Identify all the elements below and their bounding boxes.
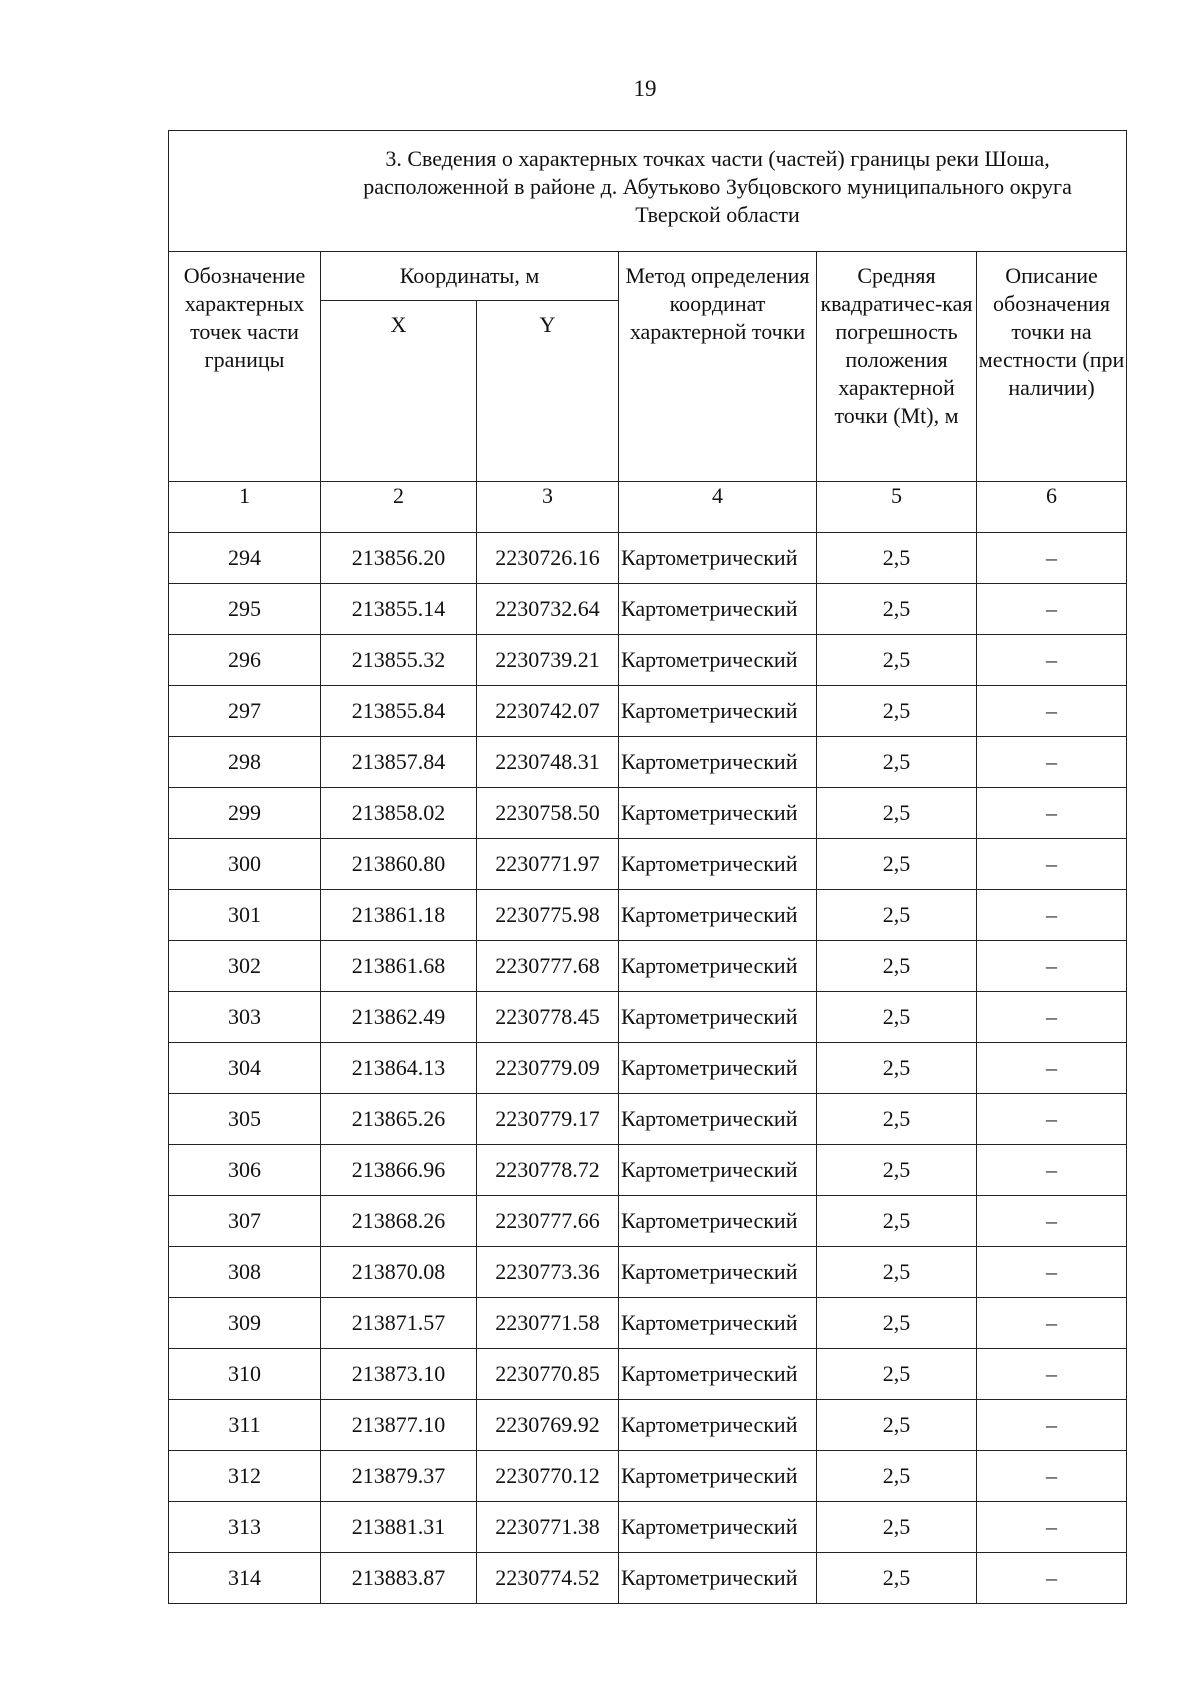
cell-x: 213860.80 xyxy=(321,839,477,890)
cell-x: 213881.31 xyxy=(321,1502,477,1553)
table-row xyxy=(169,533,1127,584)
cell-point: 304 xyxy=(169,1043,321,1094)
cell-x: 213862.49 xyxy=(321,992,477,1043)
cell-point: 301 xyxy=(169,890,321,941)
cell-error: 2,5 xyxy=(817,686,977,737)
cell-point: 303 xyxy=(169,992,321,1043)
cell-description: – xyxy=(977,941,1127,992)
table-row xyxy=(169,584,1127,635)
cell-method: Картометрический xyxy=(619,1043,817,1094)
table-row xyxy=(169,1247,1127,1298)
table-row xyxy=(169,1094,1127,1145)
header-error: Средняя квадратичес-кая погрешность положения характерной точки (Mt), м xyxy=(817,252,977,482)
cell-description: – xyxy=(977,1553,1127,1604)
cell-x: 213868.26 xyxy=(321,1196,477,1247)
table-row xyxy=(169,1043,1127,1094)
cell-point: 312 xyxy=(169,1451,321,1502)
cell-x: 213858.02 xyxy=(321,788,477,839)
cell-x: 213861.68 xyxy=(321,941,477,992)
cell-y: 2230771.97 xyxy=(477,839,619,890)
cell-point: 300 xyxy=(169,839,321,890)
cell-method: Картометрический xyxy=(619,584,817,635)
cell-method: Картометрический xyxy=(619,737,817,788)
cell-description: – xyxy=(977,1196,1127,1247)
column-number: 5 xyxy=(817,482,977,533)
cell-point: 307 xyxy=(169,1196,321,1247)
cell-y: 2230748.31 xyxy=(477,737,619,788)
cell-description: – xyxy=(977,686,1127,737)
header-x: X xyxy=(321,301,477,482)
cell-y: 2230778.72 xyxy=(477,1145,619,1196)
cell-error: 2,5 xyxy=(817,584,977,635)
cell-description: – xyxy=(977,1451,1127,1502)
column-number: 1 xyxy=(169,482,321,533)
cell-description: – xyxy=(977,584,1127,635)
cell-description: – xyxy=(977,890,1127,941)
table-body xyxy=(169,533,1127,1604)
cell-point: 306 xyxy=(169,1145,321,1196)
table-row xyxy=(169,788,1127,839)
cell-y: 2230742.07 xyxy=(477,686,619,737)
cell-y: 2230777.66 xyxy=(477,1196,619,1247)
cell-x: 213879.37 xyxy=(321,1451,477,1502)
table-row xyxy=(169,1145,1127,1196)
table-row xyxy=(169,1196,1127,1247)
table-row xyxy=(169,890,1127,941)
header-coordinates: Координаты, м xyxy=(321,252,619,301)
cell-description: – xyxy=(977,1298,1127,1349)
cell-x: 213883.87 xyxy=(321,1553,477,1604)
table-row xyxy=(169,1451,1127,1502)
cell-y: 2230778.45 xyxy=(477,992,619,1043)
header-point: Обозначение характерных точек части границы xyxy=(169,252,321,482)
cell-error: 2,5 xyxy=(817,1196,977,1247)
cell-point: 310 xyxy=(169,1349,321,1400)
cell-error: 2,5 xyxy=(817,1400,977,1451)
column-number-row xyxy=(169,482,1127,533)
cell-description: – xyxy=(977,1247,1127,1298)
cell-y: 2230779.09 xyxy=(477,1043,619,1094)
table-title: 3. Сведения о характерных точках части (частей) границы реки Шоша, расположенной в районе д. Абутьково Зубцовского муниципального округа Тверской области xyxy=(363,146,1072,227)
cell-y: 2230770.12 xyxy=(477,1451,619,1502)
cell-x: 213877.10 xyxy=(321,1400,477,1451)
cell-description: – xyxy=(977,1043,1127,1094)
cell-error: 2,5 xyxy=(817,737,977,788)
cell-y: 2230771.38 xyxy=(477,1502,619,1553)
cell-point: 305 xyxy=(169,1094,321,1145)
cell-method: Картометрический xyxy=(619,533,817,584)
column-number: 6 xyxy=(977,482,1127,533)
cell-method: Картометрический xyxy=(619,1094,817,1145)
column-number: 3 xyxy=(477,482,619,533)
cell-error: 2,5 xyxy=(817,788,977,839)
cell-x: 213865.26 xyxy=(321,1094,477,1145)
cell-x: 213873.10 xyxy=(321,1349,477,1400)
table-row xyxy=(169,635,1127,686)
cell-y: 2230775.98 xyxy=(477,890,619,941)
table-row xyxy=(169,1553,1127,1604)
cell-x: 213864.13 xyxy=(321,1043,477,1094)
cell-point: 295 xyxy=(169,584,321,635)
cell-description: – xyxy=(977,1502,1127,1553)
cell-method: Картометрический xyxy=(619,1451,817,1502)
cell-y: 2230739.21 xyxy=(477,635,619,686)
header-y: Y xyxy=(477,301,619,482)
table-row xyxy=(169,941,1127,992)
cell-y: 2230770.85 xyxy=(477,1349,619,1400)
cell-description: – xyxy=(977,533,1127,584)
cell-point: 299 xyxy=(169,788,321,839)
cell-y: 2230758.50 xyxy=(477,788,619,839)
cell-y: 2230777.68 xyxy=(477,941,619,992)
cell-description: – xyxy=(977,1349,1127,1400)
cell-point: 313 xyxy=(169,1502,321,1553)
cell-y: 2230732.64 xyxy=(477,584,619,635)
table-row xyxy=(169,1298,1127,1349)
cell-description: – xyxy=(977,635,1127,686)
cell-error: 2,5 xyxy=(817,533,977,584)
cell-x: 213871.57 xyxy=(321,1298,477,1349)
cell-error: 2,5 xyxy=(817,1094,977,1145)
cell-error: 2,5 xyxy=(817,1298,977,1349)
cell-error: 2,5 xyxy=(817,992,977,1043)
cell-error: 2,5 xyxy=(817,1502,977,1553)
cell-error: 2,5 xyxy=(817,890,977,941)
cell-method: Картометрический xyxy=(619,1247,817,1298)
cell-y: 2230771.58 xyxy=(477,1298,619,1349)
cell-method: Картометрический xyxy=(619,1400,817,1451)
cell-method: Картометрический xyxy=(619,635,817,686)
cell-x: 213870.08 xyxy=(321,1247,477,1298)
cell-point: 296 xyxy=(169,635,321,686)
table-row xyxy=(169,1502,1127,1553)
cell-description: – xyxy=(977,1145,1127,1196)
cell-x: 213856.20 xyxy=(321,533,477,584)
header-method: Метод определения координат характерной точки xyxy=(619,252,817,482)
cell-method: Картометрический xyxy=(619,1196,817,1247)
cell-method: Картометрический xyxy=(619,839,817,890)
table-row xyxy=(169,1349,1127,1400)
cell-method: Картометрический xyxy=(619,992,817,1043)
cell-x: 213855.14 xyxy=(321,584,477,635)
cell-point: 302 xyxy=(169,941,321,992)
cell-point: 294 xyxy=(169,533,321,584)
cell-description: – xyxy=(977,992,1127,1043)
column-number: 2 xyxy=(321,482,477,533)
cell-error: 2,5 xyxy=(817,941,977,992)
cell-description: – xyxy=(977,1400,1127,1451)
cell-y: 2230726.16 xyxy=(477,533,619,584)
cell-method: Картометрический xyxy=(619,941,817,992)
cell-y: 2230769.92 xyxy=(477,1400,619,1451)
cell-error: 2,5 xyxy=(817,635,977,686)
cell-method: Картометрический xyxy=(619,1553,817,1604)
cell-method: Картометрический xyxy=(619,1502,817,1553)
column-number: 4 xyxy=(619,482,817,533)
table-row xyxy=(169,839,1127,890)
cell-y: 2230773.36 xyxy=(477,1247,619,1298)
table-title-cell xyxy=(169,131,1127,252)
table-row xyxy=(169,737,1127,788)
cell-error: 2,5 xyxy=(817,839,977,890)
cell-method: Картометрический xyxy=(619,1349,817,1400)
page-number: 19 xyxy=(633,76,657,101)
cell-method: Картометрический xyxy=(619,788,817,839)
cell-point: 314 xyxy=(169,1553,321,1604)
cell-method: Картометрический xyxy=(619,1298,817,1349)
cell-point: 309 xyxy=(169,1298,321,1349)
cell-description: – xyxy=(977,737,1127,788)
cell-error: 2,5 xyxy=(817,1553,977,1604)
cell-error: 2,5 xyxy=(817,1451,977,1502)
cell-y: 2230774.52 xyxy=(477,1553,619,1604)
cell-point: 298 xyxy=(169,737,321,788)
cell-method: Картометрический xyxy=(619,686,817,737)
cell-x: 213855.32 xyxy=(321,635,477,686)
cell-point: 311 xyxy=(169,1400,321,1451)
cell-x: 213855.84 xyxy=(321,686,477,737)
table-row xyxy=(169,1400,1127,1451)
cell-method: Картометрический xyxy=(619,890,817,941)
cell-error: 2,5 xyxy=(817,1247,977,1298)
cell-error: 2,5 xyxy=(817,1349,977,1400)
cell-x: 213857.84 xyxy=(321,737,477,788)
header-description: Описание обозначения точки на местности (при наличии) xyxy=(977,252,1127,482)
cell-y: 2230779.17 xyxy=(477,1094,619,1145)
cell-method: Картометрический xyxy=(619,1145,817,1196)
cell-error: 2,5 xyxy=(817,1145,977,1196)
table-row xyxy=(169,686,1127,737)
cell-x: 213861.18 xyxy=(321,890,477,941)
coordinates-table xyxy=(168,130,1127,1604)
cell-error: 2,5 xyxy=(817,1043,977,1094)
table-row xyxy=(169,992,1127,1043)
cell-description: – xyxy=(977,839,1127,890)
cell-description: – xyxy=(977,1094,1127,1145)
cell-point: 297 xyxy=(169,686,321,737)
cell-x: 213866.96 xyxy=(321,1145,477,1196)
cell-point: 308 xyxy=(169,1247,321,1298)
cell-description: – xyxy=(977,788,1127,839)
